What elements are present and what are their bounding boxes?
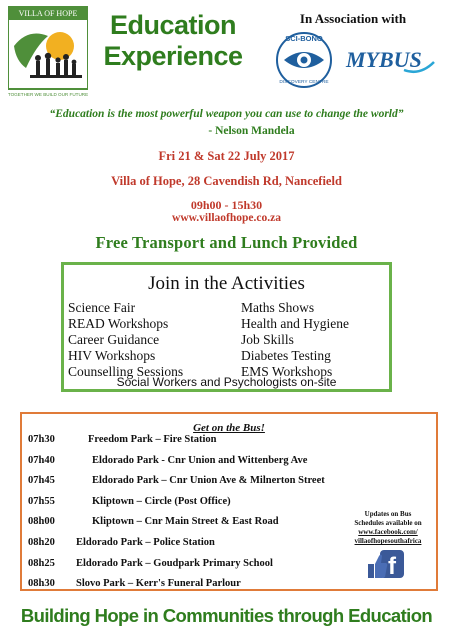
bus-stop-time: 08h00 <box>28 516 55 528</box>
event-date: Fri 21 & Sat 22 July 2017 <box>158 149 295 163</box>
activities-title: Join in the Activities <box>148 273 305 294</box>
updates-line-1: Updates on Bus <box>364 510 412 518</box>
mybus-logo <box>342 40 438 80</box>
activity-item: Counselling Sessions <box>68 364 184 379</box>
event-website-link[interactable]: www.villaofhope.co.za <box>172 212 281 224</box>
bus-stop-time: 07h55 <box>28 495 55 507</box>
title-line-1: Education <box>109 10 236 40</box>
activity-item: Diabetes Testing <box>241 348 331 363</box>
bus-stop-time: 08h20 <box>28 536 55 548</box>
villa-of-hope-logo <box>8 6 88 98</box>
bus-stop-place: Eldorado Park – Police Station <box>76 536 215 548</box>
activities-left-column <box>68 300 183 380</box>
bus-stop-time: 08h30 <box>28 578 55 590</box>
bus-stop-place: Kliptown – Cnr Main Street & East Road <box>92 516 279 528</box>
title-line-2: Experience <box>103 41 243 71</box>
bus-stop-place: Eldorado Park – Goudpark Primary School <box>76 557 273 569</box>
facebook-link-2[interactable]: villaofhopesouthafrica <box>354 537 422 545</box>
activity-item: Health and Hygiene <box>241 316 349 331</box>
bus-stop-place: Freedom Park – Fire Station <box>88 434 217 445</box>
activities-right-column <box>241 300 349 380</box>
bus-schedule-title: Get on the Bus! <box>193 422 265 434</box>
sci-bono-logo <box>268 30 340 90</box>
page-title <box>98 10 248 72</box>
bus-stop-place: Slovo Park – Kerr's Funeral Parlour <box>76 578 241 590</box>
svg-text:DISCOVERY CENTRE: DISCOVERY CENTRE <box>279 80 329 85</box>
activity-item: HIV Workshops <box>68 348 156 363</box>
bus-stop-time: 07h40 <box>28 454 55 466</box>
bus-schedule-box <box>20 412 438 591</box>
svg-text:TOGETHER WE BUILD OUR FUTURE: TOGETHER WE BUILD OUR FUTURE <box>8 92 88 97</box>
event-time: 09h00 - 15h30 <box>190 198 263 212</box>
bus-stop-place: Eldorado Park - Cnr Union and Wittenberg Ave <box>92 454 308 466</box>
activity-item: Career Guidance <box>68 332 160 347</box>
svg-text:f: f <box>388 553 396 580</box>
quote-text: “Education is the most powerful weapon you can use to change the world” <box>49 108 404 120</box>
updates-line-2: Schedules available on <box>354 519 422 527</box>
activities-box <box>61 262 392 392</box>
svg-text:VILLA OF HOPE: VILLA OF HOPE <box>18 9 78 18</box>
activity-item: EMS Workshops <box>241 364 333 379</box>
facebook-like-icon[interactable] <box>366 548 406 580</box>
bus-stop-time: 07h30 <box>28 434 55 445</box>
bus-stop-time: 08h25 <box>28 557 55 569</box>
quote-author: - Nelson Mandela <box>208 125 295 137</box>
bus-stop-time: 07h45 <box>28 475 55 487</box>
bus-stop-place: Kliptown – Circle (Post Office) <box>92 495 231 507</box>
activity-item: Maths Shows <box>241 300 315 315</box>
bus-updates-note <box>340 510 436 546</box>
activity-item: Job Skills <box>241 332 294 347</box>
activities-footer: Social Workers and Psychologists on-site <box>116 375 337 389</box>
association-label: In Association with <box>299 11 407 26</box>
svg-text:SCI-BONO: SCI-BONO <box>285 34 323 43</box>
footer-slogan: Building Hope in Communities through Education <box>20 605 433 626</box>
transport-banner: Free Transport and Lunch Provided <box>95 233 358 252</box>
activity-item: READ Workshops <box>68 316 169 331</box>
event-venue: Villa of Hope, 28 Cavendish Rd, Nancefield <box>111 174 342 188</box>
svg-text:MYBUS: MYBUS <box>346 47 422 72</box>
facebook-link-1[interactable]: www.facebook.com/ <box>358 528 418 536</box>
bus-stop-place: Eldorado Park – Cnr Union Ave & Milnerton Street <box>92 475 325 487</box>
activity-item: Science Fair <box>68 300 136 315</box>
